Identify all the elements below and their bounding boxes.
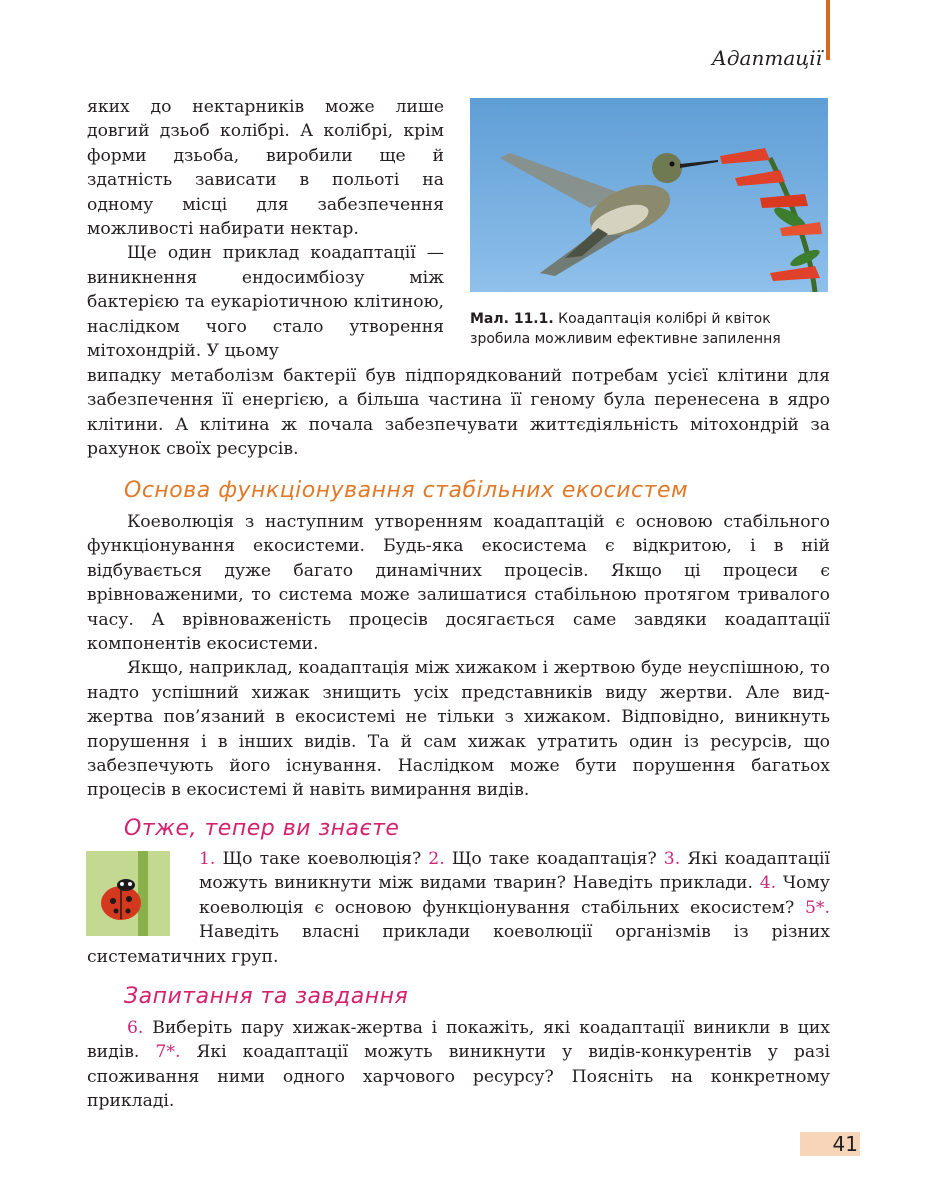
figure-caption: [470, 309, 830, 349]
section1-body: [87, 510, 830, 803]
questions-body: [87, 1016, 830, 1114]
q2-number: 2.: [428, 849, 445, 869]
q4-text: Чому коеволюція є основою функціонування стабільних екосистем?: [199, 873, 830, 918]
intro-paragraph-2-start: Ще один приклад коадаптації — виникнення ендосимбіозу між бактерією та еукаріотичною клітиною, наслідком чого стало утворення мітохондрій. У цьому: [87, 243, 444, 362]
q4-number: 4.: [759, 873, 777, 894]
summary-questions: [87, 847, 830, 969]
q2-text: Що таке коадаптація?: [444, 849, 664, 869]
q1-text: Що таке коеволюція?: [215, 849, 429, 869]
section-heading-stable-ecosystems: Основа функціонування стабільних екосистем: [124, 478, 689, 503]
section1-paragraph-1: Коеволюція з наступним утворенням коадаптацій є основою стабільного функціонування екосистеми. Будь-яка екосистема є відкритою, і в ній відбувається дуже багато динамічних процесів. Якщо ці процеси є врівноваженими, то система може залишатися стабільною протягом тривалого часу. А врівноваженість процесів досягається саме завдяки коадаптації компонентів екосистеми.: [87, 512, 830, 655]
page-number: 41: [800, 1132, 860, 1156]
running-header: Адаптації: [711, 46, 822, 70]
intro-paragraph-2-end: випадку метаболізм бактерії був підпорядкований потребам усієї клітини для забезпечення її енергією, а більша частина її геному була перенесена в ядро клітини. А клітина ж почала забезпечувати життєдіяльність мітохондрій за рахунок своїх ресурсів.: [87, 366, 830, 460]
section-heading-summary: Отже, тепер ви знаєте: [124, 816, 400, 841]
hummingbird-photo: [470, 98, 828, 292]
summary-text: [87, 847, 830, 969]
q5-number: 5*.: [805, 897, 830, 918]
q1-number: 1.: [199, 849, 216, 869]
section1-paragraph-2: Якщо, наприклад, коадаптація між хижаком і жертвою буде неуспішною, то надто успішний хижак знищить усіх представників виду жертви. Але вид-жертва пов’язаний в екосистемі не тільки з хижаком. Відповідно, виникнуть порушення і в інших видів. Та й сам хижак утратить один із ресурсів, що забезпечують його існування. Наслідком може бути порушення багатьох процесів в екосистемі й навіть вимирання видів.: [87, 658, 830, 801]
hummingbird-figure: [470, 98, 828, 292]
q6-text: Виберіть пару хижак-жертва і покажіть, які коадаптації виникли в цих видів.: [87, 1018, 830, 1063]
intro-continuation: [87, 364, 830, 462]
intro-left-column: [87, 95, 444, 363]
q5-text: Наведіть власні приклади коеволюції організмів із різних систематичних груп.: [87, 922, 830, 967]
section-heading-questions: Запитання та завдання: [124, 984, 409, 1009]
intro-paragraph-1: яких до нектарників може лише довгий дзьоб колібрі. А колібрі, крім форми дзьоба, виробили ще й здатність зависати в польоті на одному місці для забезпечення можливості набирати нектар.: [87, 97, 444, 240]
q3-text: Які коадаптації можуть виникнути між видами тварин? Наведіть приклади.: [199, 849, 830, 894]
q7-text: Які коадаптації можуть виникнути у видів-конкурентів у разі споживання ними одного харчового ресурсу? Поясніть на конкретному прикладі.: [87, 1042, 830, 1112]
questions-text: [87, 1016, 830, 1114]
q6-number: 6.: [127, 1018, 144, 1038]
ladybug-spacer: [87, 847, 199, 943]
header-rule: [826, 0, 830, 60]
q7-number: 7*.: [155, 1042, 181, 1063]
q3-number: 3.: [663, 849, 681, 869]
caption-label: Мал. 11.1.: [470, 311, 554, 327]
caption-text: Коадаптація колібрі й квіток зробила можливим ефективне запилення: [470, 311, 781, 347]
